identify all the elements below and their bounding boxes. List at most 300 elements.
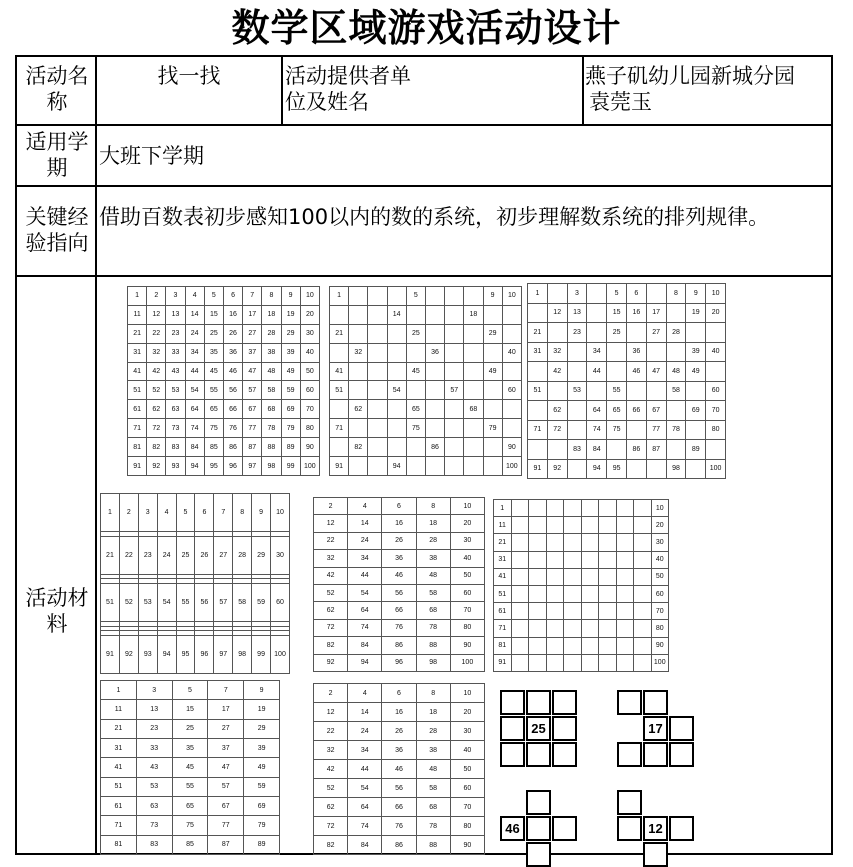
grid-cell: 90 (450, 637, 484, 654)
grid-cell: 21 (330, 324, 349, 343)
grid-cell: 67 (243, 400, 262, 419)
grid-cell: 30 (651, 534, 669, 551)
grid-cell: 2 (119, 494, 138, 532)
grid-cell (607, 342, 627, 362)
grid-cell: 31 (494, 551, 512, 568)
grid-cell: 96 (223, 457, 242, 476)
grid-cell (529, 534, 547, 551)
grid-cell: 84 (348, 637, 382, 654)
grid-cell: 53 (166, 381, 185, 400)
grid-cell: 91 (528, 459, 548, 479)
grid-cell: 44 (348, 567, 382, 584)
grid-cell: 21 (528, 323, 548, 343)
shape-square (643, 690, 668, 715)
grid-cell (349, 287, 368, 306)
grid-cell: 78 (416, 817, 450, 836)
grid-cell: 10 (651, 500, 669, 517)
grid-cell: 24 (185, 324, 204, 343)
grid-cell (686, 381, 706, 401)
grid-cell: 41 (330, 362, 349, 381)
grid-cell: 22 (119, 536, 138, 574)
grid-cell: 76 (382, 619, 416, 636)
grid-cell: 86 (425, 438, 444, 457)
grid-cell (564, 534, 582, 551)
grid-cell: 16 (382, 703, 416, 722)
grid-cell: 9 (483, 287, 502, 306)
grid-cell (599, 534, 617, 551)
grid-cell: 10 (450, 684, 484, 703)
grid-cell (599, 654, 617, 671)
grid-cell: 3 (567, 284, 587, 304)
activity-name-value: 找一找 (157, 64, 221, 88)
grid-cell: 7 (208, 681, 244, 700)
grid-cell (616, 585, 634, 602)
grid-cell: 32 (349, 343, 368, 362)
grid-cell (349, 305, 368, 324)
grid-cell (581, 551, 599, 568)
grid-cell: 96 (195, 636, 214, 674)
shape-square (669, 742, 694, 767)
grid-cell: 83 (136, 835, 172, 854)
grid-cell (445, 419, 464, 438)
grid-cell: 75 (607, 420, 627, 440)
grid-cell (368, 287, 387, 306)
grid-cell (502, 324, 521, 343)
grid-cell (464, 457, 483, 476)
grid-cell: 35 (172, 738, 208, 757)
number-grid-evens (313, 497, 485, 672)
grid-cell: 11 (101, 700, 137, 719)
grid-cell (483, 305, 502, 324)
grid-cell (406, 381, 425, 400)
grid-cell: 63 (136, 796, 172, 815)
grid-cell (368, 400, 387, 419)
grid-cell (616, 551, 634, 568)
grid-cell: 98 (416, 654, 450, 671)
grid-cell (511, 500, 529, 517)
grid-cell: 25 (204, 324, 223, 343)
grid-cell: 55 (172, 777, 208, 796)
grid-cell: 51 (494, 585, 512, 602)
grid-cell: 4 (348, 498, 382, 515)
grid-cell: 98 (262, 457, 281, 476)
grid-cell (349, 381, 368, 400)
grid-cell (564, 585, 582, 602)
grid-cell: 73 (136, 816, 172, 835)
grid-cell (445, 287, 464, 306)
grid-cell: 66 (382, 798, 416, 817)
grid-cell: 62 (314, 798, 348, 817)
grid-cell (581, 517, 599, 534)
grid-cell: 74 (348, 619, 382, 636)
grid-cell: 28 (262, 324, 281, 343)
grid-cell (564, 654, 582, 671)
grid-cell: 33 (166, 343, 185, 362)
grid-cell: 40 (300, 343, 319, 362)
grid-cell: 51 (101, 777, 137, 796)
grid-cell: 50 (300, 362, 319, 381)
grid-cell: 37 (208, 738, 244, 757)
grid-cell: 3 (136, 681, 172, 700)
grid-cell: 93 (166, 457, 185, 476)
grid-cell: 46 (382, 567, 416, 584)
grid-cell: 81 (494, 637, 512, 654)
key-experience-label: 关键经验指向 (25, 205, 89, 255)
grid-cell: 55 (607, 381, 627, 401)
grid-cell: 41 (101, 758, 137, 777)
grid-cell: 72 (314, 817, 348, 836)
grid-cell (511, 551, 529, 568)
grid-cell: 90 (450, 836, 484, 855)
grid-cell (425, 457, 444, 476)
grid-cell: 48 (262, 362, 281, 381)
col-divider (95, 57, 97, 855)
grid-cell (616, 654, 634, 671)
grid-cell: 6 (626, 284, 646, 304)
grid-cell: 95 (607, 459, 627, 479)
grid-cell: 85 (204, 438, 223, 457)
number-grid-sparse-b (527, 283, 726, 479)
grid-cell: 49 (244, 758, 280, 777)
grid-cell: 71 (330, 419, 349, 438)
grid-cell (330, 438, 349, 457)
grid-cell: 88 (416, 637, 450, 654)
grid-cell (546, 568, 564, 585)
grid-cell: 56 (195, 583, 214, 621)
grid-cell: 92 (314, 654, 348, 671)
grid-cell: 97 (214, 636, 233, 674)
grid-cell: 90 (502, 438, 521, 457)
grid-cell (330, 305, 349, 324)
grid-cell (529, 517, 547, 534)
grid-cell: 68 (416, 602, 450, 619)
grid-cell (528, 303, 548, 323)
grid-cell: 1 (128, 287, 147, 306)
grid-cell: 57 (445, 381, 464, 400)
grid-cell: 61 (494, 603, 512, 620)
grid-cell (599, 551, 617, 568)
grid-cell: 14 (348, 515, 382, 532)
grid-cell (564, 620, 582, 637)
grid-cell: 39 (686, 342, 706, 362)
grid-cell: 78 (416, 619, 450, 636)
grid-cell (646, 284, 666, 304)
grid-cell: 31 (128, 343, 147, 362)
grid-cell (425, 381, 444, 400)
grid-cell: 71 (128, 419, 147, 438)
grid-cell: 60 (271, 583, 290, 621)
grid-cell: 48 (416, 760, 450, 779)
grid-cell: 32 (147, 343, 166, 362)
grid-cell: 84 (185, 438, 204, 457)
grid-cell (564, 568, 582, 585)
grid-cell: 100 (300, 457, 319, 476)
grid-cell: 100 (271, 636, 290, 674)
grid-cell: 66 (382, 602, 416, 619)
col-divider (281, 57, 283, 124)
grid-cell: 91 (330, 457, 349, 476)
grid-cell: 72 (314, 619, 348, 636)
grid-cell (646, 381, 666, 401)
grid-cell (546, 517, 564, 534)
grid-cell: 30 (450, 722, 484, 741)
grid-cell: 38 (416, 550, 450, 567)
shape-number: 17 (648, 721, 663, 736)
grid-cell (686, 323, 706, 343)
grid-cell (616, 637, 634, 654)
grid-cell: 12 (147, 305, 166, 324)
grid-cell: 76 (223, 419, 242, 438)
number-grid-evens-b (313, 683, 485, 855)
grid-cell: 81 (101, 835, 137, 854)
number-grid-odds (100, 680, 280, 855)
grid-cell (616, 517, 634, 534)
grid-cell: 4 (157, 494, 176, 532)
grid-cell (599, 603, 617, 620)
grid-cell (387, 324, 406, 343)
grid-cell (483, 343, 502, 362)
grid-cell: 93 (138, 636, 157, 674)
grid-cell (368, 343, 387, 362)
grid-cell: 30 (450, 532, 484, 549)
grid-cell (528, 401, 548, 421)
grid-cell: 82 (349, 438, 368, 457)
grid-cell (581, 534, 599, 551)
grid-cell: 24 (348, 722, 382, 741)
grid-cell: 64 (348, 798, 382, 817)
grid-cell: 45 (406, 362, 425, 381)
grid-cell: 68 (464, 400, 483, 419)
grid-cell (511, 534, 529, 551)
grid-cell: 15 (204, 305, 223, 324)
grid-cell: 43 (136, 758, 172, 777)
grid-cell (547, 323, 567, 343)
grid-cell: 11 (494, 517, 512, 534)
grid-cell: 31 (101, 738, 137, 757)
grid-cell (387, 400, 406, 419)
grid-cell: 33 (136, 738, 172, 757)
grid-cell (626, 459, 646, 479)
grid-cell: 5 (204, 287, 223, 306)
grid-cell (686, 420, 706, 440)
grid-cell: 50 (450, 567, 484, 584)
grid-cell: 60 (502, 381, 521, 400)
grid-cell (634, 568, 652, 585)
grid-cell: 80 (450, 817, 484, 836)
grid-cell (511, 517, 529, 534)
grid-cell: 37 (243, 343, 262, 362)
grid-cell: 91 (128, 457, 147, 476)
grid-cell (581, 620, 599, 637)
grid-cell: 13 (166, 305, 185, 324)
grid-cell: 10 (450, 498, 484, 515)
grid-cell: 42 (314, 567, 348, 584)
grid-cell (581, 654, 599, 671)
grid-cell: 19 (281, 305, 300, 324)
grid-cell (330, 343, 349, 362)
grid-cell (464, 438, 483, 457)
grid-cell: 50 (651, 568, 669, 585)
grid-cell: 94 (157, 636, 176, 674)
grid-cell: 67 (208, 796, 244, 815)
grid-cell: 54 (387, 381, 406, 400)
grid-cell: 45 (204, 362, 223, 381)
grid-cell: 64 (185, 400, 204, 419)
grid-cell (445, 324, 464, 343)
grid-cell: 61 (101, 796, 137, 815)
grid-cell: 71 (101, 816, 137, 835)
grid-cell (425, 305, 444, 324)
grid-cell (502, 305, 521, 324)
grid-cell: 36 (626, 342, 646, 362)
grid-cell (529, 500, 547, 517)
grid-cell: 16 (382, 515, 416, 532)
grid-cell: 50 (450, 760, 484, 779)
grid-cell: 24 (348, 532, 382, 549)
grid-cell (646, 459, 666, 479)
grid-cell: 88 (416, 836, 450, 855)
grid-cell: 55 (176, 583, 195, 621)
grid-cell (666, 440, 686, 460)
grid-cell: 68 (416, 798, 450, 817)
grid-cell: 63 (166, 400, 185, 419)
grid-cell: 70 (300, 400, 319, 419)
grid-cell: 36 (425, 343, 444, 362)
grid-cell: 69 (281, 400, 300, 419)
grid-cell: 54 (185, 381, 204, 400)
grid-cell: 4 (185, 287, 204, 306)
grid-cell: 40 (706, 342, 726, 362)
grid-cell: 57 (208, 777, 244, 796)
grid-cell: 79 (244, 816, 280, 835)
grid-cell (564, 551, 582, 568)
shape-number: 46 (505, 821, 520, 836)
grid-cell: 51 (128, 381, 147, 400)
grid-cell: 25 (176, 536, 195, 574)
grid-cell: 74 (185, 419, 204, 438)
grid-cell: 54 (157, 583, 176, 621)
grid-cell (634, 637, 652, 654)
grid-cell: 2 (314, 498, 348, 515)
grid-cell (445, 457, 464, 476)
grid-cell: 54 (348, 779, 382, 798)
grid-cell (546, 500, 564, 517)
shape-square (552, 816, 577, 841)
row-divider (17, 275, 831, 277)
grid-cell: 7 (214, 494, 233, 532)
grid-cell (564, 637, 582, 654)
grid-cell: 27 (214, 536, 233, 574)
grid-cell: 6 (195, 494, 214, 532)
grid-cell: 29 (252, 536, 271, 574)
grid-cell (368, 324, 387, 343)
grid-cell: 86 (382, 836, 416, 855)
grid-cell (599, 568, 617, 585)
shape-square (669, 816, 694, 841)
grid-cell: 96 (382, 654, 416, 671)
grid-cell: 48 (416, 567, 450, 584)
grid-cell: 100 (502, 457, 521, 476)
shape-square (500, 742, 525, 767)
grid-cell: 2 (314, 684, 348, 703)
grid-cell: 31 (528, 342, 548, 362)
grid-cell: 99 (252, 636, 271, 674)
grid-cell (634, 603, 652, 620)
grid-cell: 95 (204, 457, 223, 476)
grid-cell: 20 (651, 517, 669, 534)
shape-square (669, 716, 694, 741)
grid-cell: 1 (101, 494, 120, 532)
grid-cell: 97 (243, 457, 262, 476)
grid-cell (547, 381, 567, 401)
grid-cell: 23 (136, 719, 172, 738)
grid-cell: 40 (450, 550, 484, 567)
grid-cell: 57 (214, 583, 233, 621)
grid-cell (511, 603, 529, 620)
grid-cell: 5 (607, 284, 627, 304)
grid-cell (567, 401, 587, 421)
document-title: 数学区域游戏活动设计 (231, 6, 622, 50)
grid-cell: 40 (651, 551, 669, 568)
grid-cell: 83 (567, 440, 587, 460)
shape-square (617, 790, 642, 815)
grid-cell: 65 (406, 400, 425, 419)
grid-cell (581, 603, 599, 620)
grid-cell (607, 362, 627, 382)
grid-cell: 18 (262, 305, 281, 324)
grid-cell: 8 (416, 498, 450, 515)
shape-number: 25 (531, 721, 546, 736)
grid-cell (546, 585, 564, 602)
grid-cell: 52 (147, 381, 166, 400)
grid-cell: 80 (450, 619, 484, 636)
grid-cell (483, 400, 502, 419)
row-divider (17, 124, 831, 126)
grid-cell (387, 343, 406, 362)
grid-cell: 69 (244, 796, 280, 815)
grid-cell: 89 (281, 438, 300, 457)
grid-cell: 22 (147, 324, 166, 343)
grid-cell (587, 381, 607, 401)
shape-square (526, 842, 551, 867)
grid-cell: 34 (348, 741, 382, 760)
grid-cell: 14 (185, 305, 204, 324)
grid-cell: 26 (382, 532, 416, 549)
grid-cell: 21 (101, 536, 120, 574)
grid-cell (564, 603, 582, 620)
grid-cell: 27 (208, 719, 244, 738)
grid-cell: 72 (547, 420, 567, 440)
grid-cell: 84 (348, 836, 382, 855)
grid-cell (567, 459, 587, 479)
grid-cell (368, 457, 387, 476)
grid-cell: 76 (382, 817, 416, 836)
grid-cell (511, 620, 529, 637)
grid-cell: 65 (204, 400, 223, 419)
shape-square (500, 716, 525, 741)
grid-cell (626, 323, 646, 343)
grid-cell: 38 (416, 741, 450, 760)
grid-cell: 28 (416, 532, 450, 549)
grid-cell: 1 (494, 500, 512, 517)
grid-cell: 51 (330, 381, 349, 400)
grid-cell: 34 (348, 550, 382, 567)
shape-square (643, 742, 668, 767)
grid-cell (581, 585, 599, 602)
grid-cell: 5 (172, 681, 208, 700)
grid-cell: 39 (244, 738, 280, 757)
grid-cell: 78 (262, 419, 281, 438)
